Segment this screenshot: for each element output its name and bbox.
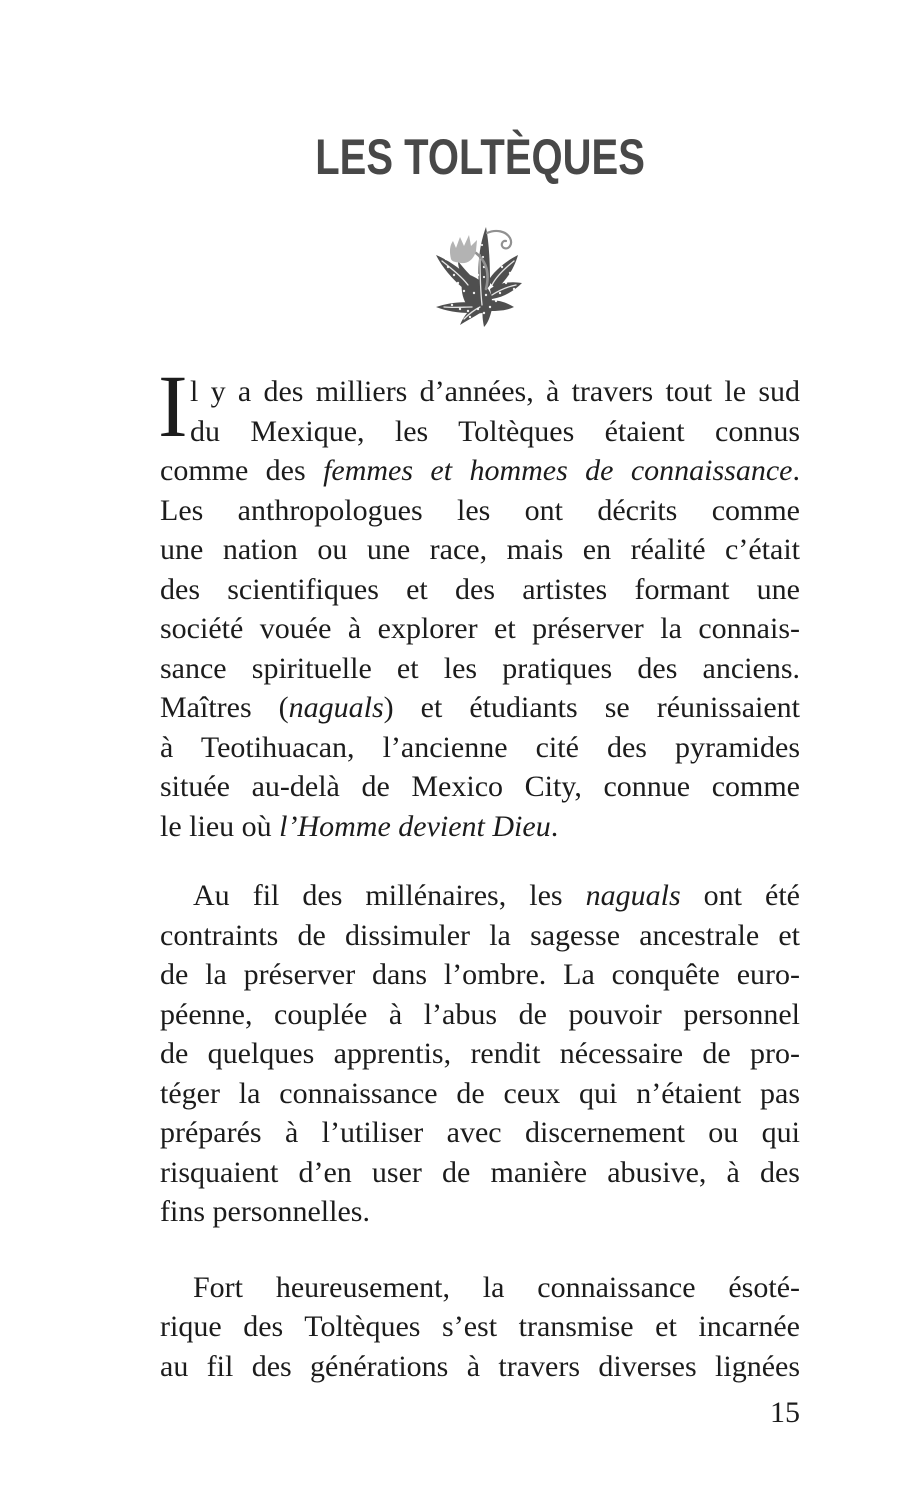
text-line [160,609,800,649]
text-line [160,728,800,768]
text-line [160,1347,800,1387]
text-run: . [792,454,800,487]
paragraph [158,358,800,846]
text-run: Fort heureusement, la connaissance ésoté- [193,1270,800,1304]
text-run: . [550,809,559,843]
text-run: des scientifiques et des artistes formant une [160,572,800,606]
italic-run: femmes et hommes de connaissance [323,454,793,487]
page-body [158,358,800,1386]
text-run: une nation ou une race, mais en réalité c’était [160,533,800,566]
text-line [160,995,800,1035]
text-run: le lieu où [160,809,280,843]
text-run: Au fil des millénaires, les [193,879,586,912]
text-run: contraints de dissimuler la sagesse ancestrale et [160,918,800,952]
text-line [160,649,800,689]
text-run: l y a des milliers d’années, à travers tout le sud [190,375,800,408]
chapter-title-text: LES TOLTÈQUES [315,129,645,185]
agave-flower-ornament [434,221,526,329]
text-run: Maîtres ( [160,691,289,724]
text-line [160,1113,800,1153]
text-run: de la préserver dans l’ombre. La conquête euro- [160,958,800,991]
text-run: risquaient d’en user de manière abusive, à des [160,1155,800,1189]
text-line [160,1074,800,1114]
text-line [160,1307,800,1347]
text-run: au fil des générations à travers diverses lignées [160,1349,800,1383]
text-run: rique des Toltèques s’est transmise et incarnée [160,1310,800,1343]
text-line [160,807,800,847]
drop-cap: I [158,358,188,456]
text-line [160,955,800,995]
paragraph [160,876,800,1232]
text-line [160,451,800,491]
italic-run: naguals [288,691,384,724]
text-run: fins personnelles. [160,1195,370,1228]
text-line [160,916,800,956]
text-line [160,688,800,728]
text-run: préparés à l’utiliser avec discernement ou qui [160,1116,800,1149]
text-run: société vouée à explorer et préserver la connais- [160,612,800,645]
text-run: située au-delà de Mexico City, connue comme [160,770,800,803]
text-run: sance spirituelle et les pratiques des anciens. [160,651,800,685]
text-run: ont été [680,879,800,912]
text-line [160,876,800,916]
text-line [160,491,800,531]
text-line [160,412,800,452]
text-run: de quelques apprentis, rendit nécessaire de pro- [160,1037,800,1070]
text-line [160,1192,800,1232]
text-line [160,372,800,412]
text-line [160,530,800,570]
page-number: 15 [770,1396,800,1429]
text-run: péenne, couplée à l’abus de pouvoir personnel [160,997,800,1031]
text-run: ) et étudiants se réunissaient [383,691,800,724]
text-run: Les anthropologues les ont décrits comme [160,493,800,527]
italic-run: l’Homme devient Dieu [279,809,551,843]
paragraph [160,1268,800,1387]
text-run: du Mexique, les Toltèques étaient connus [190,414,800,448]
text-run: téger la connaissance de ceux qui n’étaient pas [160,1076,800,1110]
text-run: comme des [160,454,324,487]
text-line [160,1268,800,1308]
text-line [160,767,800,807]
text-run: à Teotihuacan, l’ancienne cité des pyramides [160,730,800,764]
text-line [160,1153,800,1193]
italic-run: naguals [585,879,681,912]
chapter-title [160,129,800,185]
text-line [160,1034,800,1074]
text-line [160,570,800,610]
